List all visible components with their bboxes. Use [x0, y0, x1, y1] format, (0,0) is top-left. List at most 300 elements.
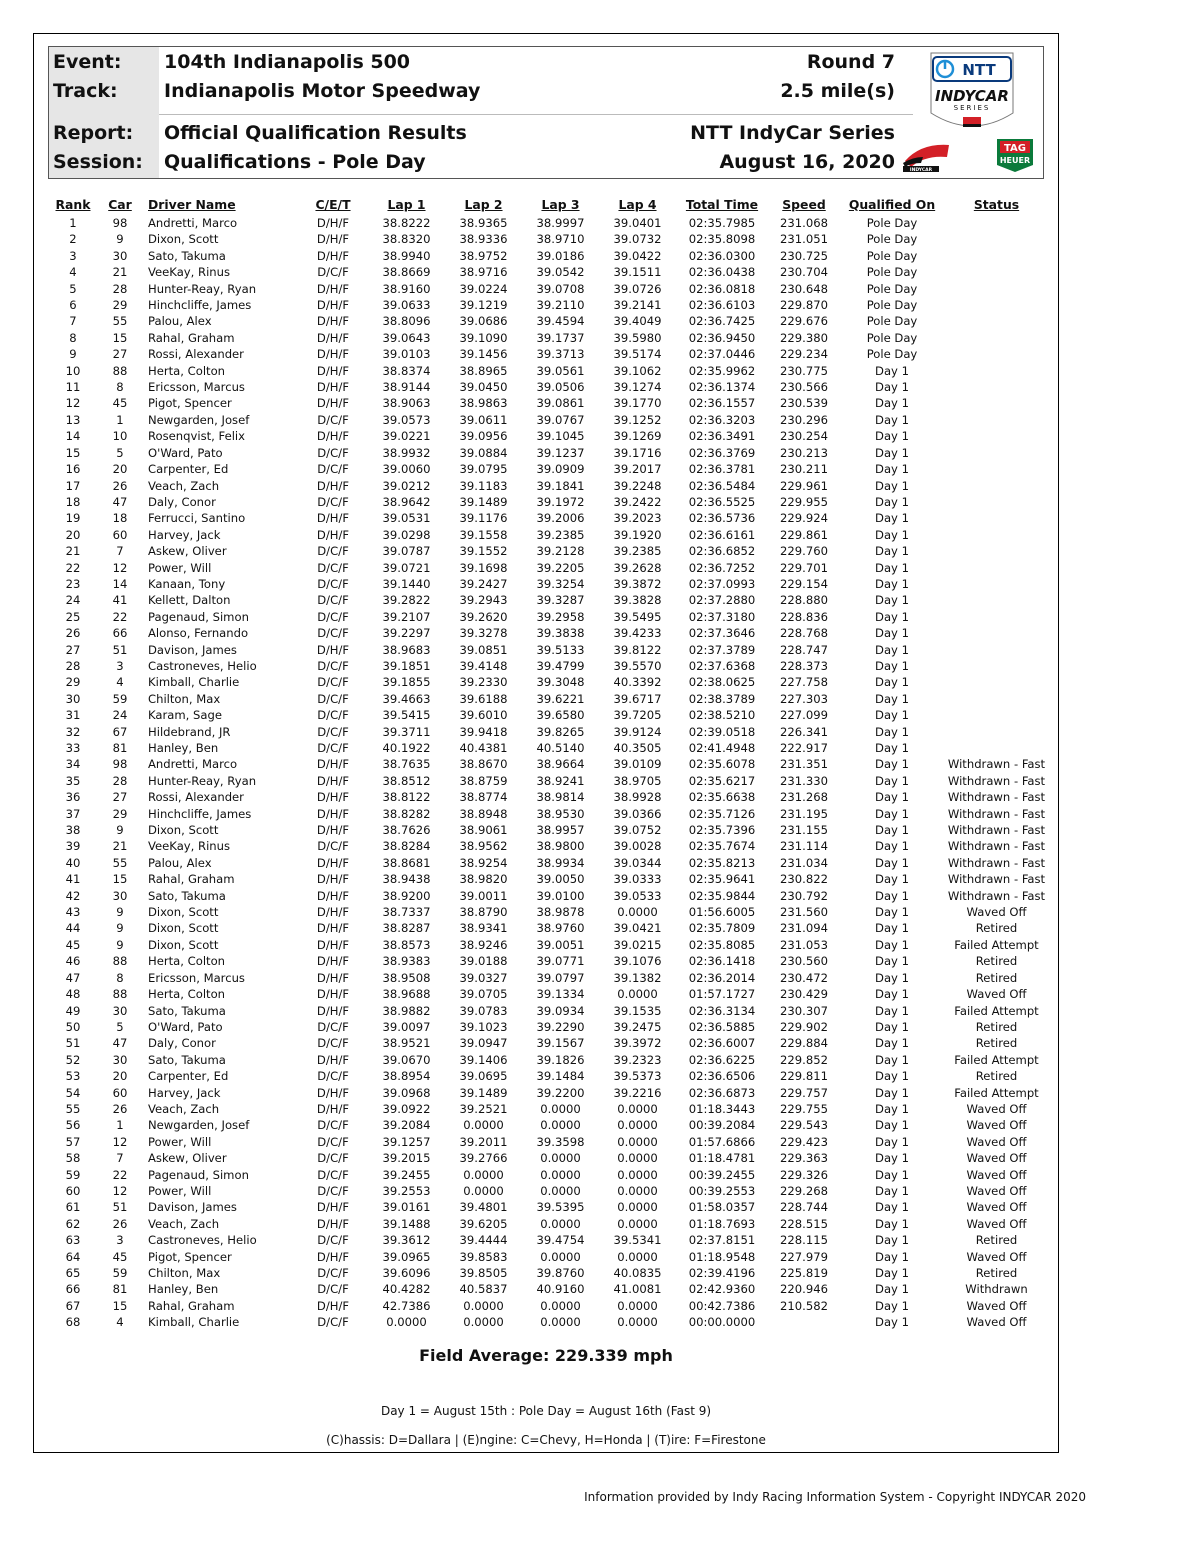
table-row [52, 379, 1049, 395]
lap4-cell: 39.2422 [613, 494, 662, 509]
lap4-cell: 39.3972 [613, 1036, 662, 1051]
lap4-cell: 39.0533 [613, 888, 662, 903]
lap2-cell: 38.8790 [459, 905, 508, 920]
lap2-cell: 39.0686 [459, 314, 508, 329]
driver-cell: Askew, Oliver [148, 544, 227, 559]
table-row [52, 1035, 1049, 1051]
lap1-cell: 39.0573 [382, 412, 431, 427]
code-legend: (C)hassis: D=Dallara | (E)ngine: C=Chevy, H=Honda | (T)ire: F=Firestone [326, 1433, 766, 1447]
qualified-on-cell: Pole Day [866, 281, 918, 296]
car-cell: 12 [112, 1183, 128, 1198]
lap3-cell: 0.0000 [540, 1249, 581, 1264]
driver-cell: Newgarden, Josef [148, 1118, 250, 1133]
car-cell: 26 [112, 1216, 128, 1231]
status-cell [944, 674, 1049, 690]
status-cell [944, 576, 1049, 592]
driver-cell: Dixon, Scott [148, 937, 219, 952]
status-cell: Failed Attempt [954, 937, 1039, 952]
lap1-cell: 38.8681 [382, 855, 431, 870]
lap3-cell: 40.5140 [536, 741, 585, 755]
lap4-cell: 39.2141 [613, 298, 662, 313]
cet-cell: D/H/F [316, 1101, 350, 1116]
table-row [52, 1216, 1049, 1232]
lap4-cell: 39.1274 [613, 380, 662, 395]
table-row [52, 560, 1049, 576]
qualified-on-cell: Day 1 [875, 1298, 909, 1313]
car-cell: 45 [112, 1249, 128, 1264]
car-cell: 1 [116, 412, 124, 427]
car-cell: 55 [112, 314, 128, 329]
lap4-cell: 40.0835 [613, 1266, 662, 1280]
lap2-cell: 39.1489 [459, 494, 508, 509]
lap1-cell: 39.2297 [382, 626, 431, 641]
speed-cell: 228.115 [780, 1233, 828, 1248]
driver-cell: Kimball, Charlie [148, 1315, 240, 1330]
total-time-cell: 02:37.6368 [688, 658, 756, 673]
qualified-on-cell: Day 1 [875, 1233, 909, 1248]
lap1-cell: 39.4663 [382, 691, 431, 706]
qualified-on-cell: Day 1 [875, 921, 909, 936]
status-cell [944, 560, 1049, 576]
lap2-cell: 0.0000 [463, 1167, 504, 1182]
lap1-cell: 39.2455 [382, 1167, 431, 1182]
speed-cell: 231.068 [780, 216, 828, 230]
table-row [52, 674, 1049, 690]
rank-cell: 7 [69, 314, 77, 329]
table-row [52, 740, 1049, 756]
lap2-cell: 39.0956 [459, 429, 508, 444]
qualified-on-cell: Day 1 [875, 1003, 909, 1018]
car-cell: 7 [116, 544, 124, 559]
driver-cell: Dixon, Scott [148, 823, 219, 838]
lap3-cell: 39.1237 [536, 445, 585, 460]
speed-cell: 230.775 [780, 363, 828, 378]
speed-cell: 230.429 [780, 987, 828, 1002]
lap2-cell: 0.0000 [463, 1118, 504, 1133]
results-body [52, 215, 1049, 1331]
speed-cell: 229.924 [780, 511, 828, 526]
lap1-cell: 39.0221 [382, 429, 431, 444]
speed-cell: 229.234 [780, 347, 828, 362]
driver-cell: Daly, Conor [148, 494, 216, 509]
status-cell [944, 363, 1049, 379]
table-row [52, 576, 1049, 592]
table-row [52, 773, 1049, 789]
status-cell [944, 527, 1049, 543]
car-cell: 8 [116, 970, 124, 985]
total-time-cell: 02:36.0818 [688, 281, 756, 296]
car-cell: 51 [112, 642, 128, 657]
lap3-cell: 39.1841 [536, 478, 585, 493]
table-row [52, 806, 1049, 822]
lap2-cell: 39.6188 [459, 691, 508, 706]
status-cell [944, 428, 1049, 444]
car-cell: 7 [116, 1151, 124, 1166]
car-cell: 12 [112, 1134, 128, 1149]
lap2-cell: 38.8759 [459, 773, 508, 788]
speed-cell: 230.792 [780, 888, 828, 903]
table-row [52, 888, 1049, 904]
lap2-cell: 38.8948 [459, 806, 508, 821]
rank-cell: 53 [65, 1069, 81, 1084]
lap1-cell: 38.9642 [382, 494, 431, 509]
status-cell [944, 248, 1049, 264]
rank-cell: 55 [65, 1101, 81, 1116]
table-row [52, 1068, 1049, 1084]
driver-cell: Andretti, Marco [148, 757, 238, 772]
speed-cell: 231.053 [780, 937, 828, 952]
status-cell: Failed Attempt [954, 1003, 1039, 1018]
lap2-cell: 39.2766 [459, 1151, 508, 1166]
rank-cell: 47 [65, 970, 81, 985]
qualified-on-cell: Day 1 [875, 1167, 909, 1182]
qualified-on-cell: Day 1 [875, 363, 909, 378]
speed-cell: 229.884 [780, 1036, 828, 1051]
lap4-cell: 0.0000 [617, 1200, 658, 1215]
table-row [52, 658, 1049, 674]
lap4-cell: 0.0000 [617, 1315, 658, 1330]
lap2-cell: 38.9336 [459, 232, 508, 247]
driver-cell: Herta, Colton [148, 954, 226, 969]
results-table [52, 193, 1049, 1331]
status-cell: Waved Off [966, 1167, 1027, 1182]
rank-cell: 63 [65, 1233, 81, 1248]
lap1-cell: 39.3612 [382, 1233, 431, 1248]
table-row [52, 330, 1049, 346]
speed-cell: 231.560 [780, 905, 828, 920]
cet-cell: D/C/F [317, 1118, 349, 1133]
table-row [52, 1298, 1049, 1314]
status-cell [944, 281, 1049, 297]
table-row [52, 1265, 1049, 1281]
speed-cell [768, 1314, 840, 1330]
lap4-cell: 39.1716 [613, 445, 662, 460]
total-time-cell: 02:36.6852 [688, 544, 756, 559]
driver-cell: Kimball, Charlie [148, 675, 240, 690]
total-time-cell: 00:42.7386 [688, 1298, 756, 1313]
lap2-cell: 39.1090 [459, 330, 508, 345]
rank-cell: 33 [65, 741, 81, 755]
lap2-cell: 38.9061 [459, 823, 508, 838]
lap1-cell: 39.1855 [382, 675, 431, 690]
lap3-cell: 39.6221 [536, 691, 585, 706]
lap4-cell: 39.2323 [613, 1052, 662, 1067]
lap1-cell: 38.8320 [382, 232, 431, 247]
lap4-cell: 38.9928 [613, 790, 662, 805]
lap1-cell: 39.1440 [382, 576, 431, 591]
lap3-cell: 39.8760 [536, 1266, 585, 1280]
cet-cell: D/H/F [316, 790, 350, 805]
driver-cell: Harvey, Jack [148, 527, 221, 542]
speed-cell: 229.701 [780, 560, 828, 575]
series-text: SERIES [953, 104, 991, 112]
rank-cell: 16 [65, 462, 81, 477]
driver-cell: Pagenaud, Simon [148, 1167, 249, 1182]
lap3-cell: 39.1045 [536, 429, 585, 444]
lap1-cell: 38.8669 [382, 265, 431, 280]
col-cet: C/E/T [315, 196, 351, 212]
lap2-cell: 39.0851 [459, 642, 508, 657]
car-cell: 26 [112, 478, 128, 493]
qualified-on-cell: Day 1 [875, 429, 909, 444]
driver-cell: Dixon, Scott [148, 921, 219, 936]
rank-cell: 29 [65, 675, 81, 690]
lap4-cell: 39.4233 [613, 626, 662, 641]
status-cell [944, 395, 1049, 411]
lap2-cell: 38.9820 [459, 872, 508, 887]
status-cell [944, 264, 1049, 280]
status-cell: Retired [975, 1036, 1018, 1051]
speed-cell: 227.979 [780, 1249, 828, 1264]
table-row [52, 838, 1049, 854]
speed-cell: 230.822 [780, 872, 828, 887]
cet-cell: D/C/F [317, 1282, 349, 1297]
car-cell: 14 [112, 576, 128, 591]
lap4-cell: 39.0421 [613, 921, 662, 936]
total-time-cell: 01:18.3443 [688, 1101, 756, 1116]
driver-cell: Power, Will [148, 1134, 212, 1149]
qualified-on-cell: Day 1 [875, 609, 909, 624]
table-row [52, 461, 1049, 477]
lap1-cell: 0.0000 [386, 1315, 427, 1330]
car-cell: 26 [112, 1101, 128, 1116]
lap3-cell: 0.0000 [540, 1151, 581, 1166]
status-cell: Waved Off [966, 1151, 1027, 1166]
car-cell: 1 [116, 1118, 124, 1133]
qualified-on-cell: Day 1 [875, 1036, 909, 1051]
lap2-cell: 39.4148 [459, 658, 508, 673]
total-time-cell: 00:00.0000 [688, 1315, 756, 1330]
lap3-cell: 39.0909 [536, 462, 585, 477]
lap4-cell: 0.0000 [617, 1101, 658, 1116]
rank-cell: 30 [65, 691, 81, 706]
event-name: 104th Indianapolis 500 [164, 51, 411, 73]
lap3-cell: 39.4799 [536, 658, 585, 673]
cet-cell: D/C/F [317, 445, 349, 460]
status-cell [944, 724, 1049, 740]
table-row [52, 937, 1049, 953]
driver-cell: Rossi, Alexander [148, 347, 244, 362]
rank-cell: 45 [65, 937, 81, 952]
lap3-cell: 0.0000 [540, 1298, 581, 1313]
car-cell: 9 [116, 905, 124, 920]
car-cell: 12 [112, 560, 128, 575]
table-row [52, 1003, 1049, 1019]
qualified-on-cell: Day 1 [875, 593, 909, 608]
qualified-on-cell: Day 1 [875, 642, 909, 657]
lap2-cell: 39.2521 [459, 1101, 508, 1116]
lap3-cell: 39.0708 [536, 281, 585, 296]
lap3-cell: 39.1334 [536, 987, 585, 1002]
lap2-cell: 39.2620 [459, 609, 508, 624]
driver-cell: Pigot, Spencer [148, 1249, 232, 1264]
car-cell: 15 [112, 1298, 128, 1313]
lap3-cell: 39.0797 [536, 970, 585, 985]
lap1-cell: 38.8222 [382, 216, 431, 230]
table-row [52, 1150, 1049, 1166]
status-cell: Waved Off [966, 1298, 1027, 1313]
driver-cell: Rahal, Graham [148, 330, 235, 345]
report-name: Official Qualification Results [164, 122, 467, 144]
qualified-on-cell: Day 1 [875, 1069, 909, 1084]
status-cell [944, 642, 1049, 658]
cet-cell: D/C/F [317, 691, 349, 706]
status-cell: Waved Off [966, 905, 1027, 920]
table-row [52, 248, 1049, 264]
status-cell: Waved Off [966, 1216, 1027, 1231]
rank-cell: 38 [65, 823, 81, 838]
lap4-cell: 39.1062 [613, 363, 662, 378]
cet-cell: D/H/F [316, 396, 350, 411]
cet-cell: D/C/F [317, 708, 349, 723]
qualified-on-cell: Day 1 [875, 494, 909, 509]
status-cell: Waved Off [966, 1134, 1027, 1149]
cet-cell: D/H/F [316, 642, 350, 657]
qualified-on-cell: Day 1 [875, 1216, 909, 1231]
car-cell: 98 [112, 216, 128, 230]
rank-cell: 46 [65, 954, 81, 969]
lap1-cell: 38.7635 [382, 757, 431, 772]
car-cell: 81 [112, 1282, 128, 1297]
speed-cell: 228.880 [780, 593, 828, 608]
car-cell: 60 [112, 1085, 128, 1100]
total-time-cell: 02:39.4196 [688, 1266, 756, 1280]
lap4-cell: 39.2628 [613, 560, 662, 575]
cet-cell: D/C/F [317, 1151, 349, 1166]
table-row [52, 231, 1049, 247]
speed-cell: 228.768 [780, 626, 828, 641]
lap4-cell: 0.0000 [617, 1151, 658, 1166]
speed-cell: 230.725 [780, 248, 828, 263]
speed-cell: 230.213 [780, 445, 828, 460]
lap3-cell: 39.0506 [536, 380, 585, 395]
car-cell: 28 [112, 281, 128, 296]
status-cell [944, 412, 1049, 428]
qualified-on-cell: Day 1 [875, 708, 909, 723]
table-row [52, 346, 1049, 362]
speed-cell: 228.515 [780, 1216, 828, 1231]
lap1-cell: 39.5415 [382, 708, 431, 723]
speed-cell: 228.747 [780, 642, 828, 657]
lap2-cell: 39.1558 [459, 527, 508, 542]
cet-cell: D/H/F [316, 429, 350, 444]
cet-cell: D/C/F [317, 1134, 349, 1149]
total-time-cell: 02:36.5736 [688, 511, 756, 526]
lap2-cell: 39.0611 [459, 412, 508, 427]
table-row [52, 313, 1049, 329]
table-row [52, 1249, 1049, 1265]
qualified-on-cell: Day 1 [875, 445, 909, 460]
qualified-on-cell: Pole Day [866, 314, 918, 329]
qualified-on-cell: Day 1 [875, 790, 909, 805]
header-divider [159, 114, 913, 115]
lap2-cell: 39.6205 [459, 1216, 508, 1231]
driver-cell: O'Ward, Pato [148, 445, 223, 460]
lap4-cell: 39.0333 [613, 872, 662, 887]
speed-cell: 210.582 [780, 1298, 828, 1313]
qualified-on-cell: Day 1 [875, 823, 909, 838]
speed-cell: 229.870 [780, 298, 828, 313]
rank-cell: 10 [65, 363, 81, 378]
driver-cell: VeeKay, Rinus [148, 265, 231, 280]
total-time-cell: 02:36.9450 [688, 330, 756, 345]
lap1-cell: 38.8122 [382, 790, 431, 805]
lap1-cell: 39.0721 [382, 560, 431, 575]
qualified-on-cell: Day 1 [875, 970, 909, 985]
qualified-on-cell: Day 1 [875, 888, 909, 903]
cet-cell: D/H/F [316, 757, 350, 772]
lap1-cell: 39.2107 [382, 609, 431, 624]
lap1-cell: 39.1851 [382, 658, 431, 673]
lap3-cell: 39.4594 [536, 314, 585, 329]
lap4-cell: 39.0028 [613, 839, 662, 854]
speed-cell: 225.819 [780, 1266, 828, 1280]
table-row [52, 691, 1049, 707]
lap4-cell: 39.2023 [613, 511, 662, 526]
car-cell: 3 [116, 658, 124, 673]
qualified-on-cell: Day 1 [875, 544, 909, 559]
driver-cell: Karam, Sage [148, 708, 222, 723]
qualified-on-cell: Day 1 [875, 1249, 909, 1264]
total-time-cell: 02:41.4948 [688, 741, 756, 755]
lap3-cell: 39.1567 [536, 1036, 585, 1051]
driver-cell: Davison, James [148, 1200, 237, 1215]
lap2-cell: 40.4381 [459, 741, 508, 755]
car-cell: 9 [116, 232, 124, 247]
cet-cell: D/H/F [316, 527, 350, 542]
lap1-cell: 38.8284 [382, 839, 431, 854]
speed-cell: 229.961 [780, 478, 828, 493]
status-cell [944, 691, 1049, 707]
lap2-cell: 0.0000 [463, 1298, 504, 1313]
cet-cell: D/C/F [317, 593, 349, 608]
lap1-cell: 39.1488 [382, 1216, 431, 1231]
lap4-cell: 39.5495 [613, 609, 662, 624]
lap1-cell: 39.0787 [382, 544, 431, 559]
qualified-on-cell: Pole Day [866, 265, 918, 280]
rank-cell: 2 [69, 232, 77, 247]
lap1-cell: 39.0298 [382, 527, 431, 542]
col-lap4: Lap 4 [618, 196, 657, 212]
table-row [52, 953, 1049, 969]
rank-cell: 9 [69, 347, 77, 362]
table-row [52, 724, 1049, 740]
table-row [52, 543, 1049, 559]
table-row [52, 1101, 1049, 1117]
rank-cell: 68 [65, 1315, 81, 1330]
table-row [52, 1134, 1049, 1150]
cet-cell: D/H/F [316, 232, 350, 247]
driver-cell: Alonso, Fernando [148, 626, 249, 641]
total-time-cell: 02:36.1557 [688, 396, 756, 411]
rank-cell: 43 [65, 905, 81, 920]
car-cell: 9 [116, 823, 124, 838]
qualified-on-cell: Day 1 [875, 773, 909, 788]
qualified-on-cell: Day 1 [875, 741, 909, 755]
qualified-on-cell: Pole Day [866, 248, 918, 263]
speed-cell: 220.946 [780, 1282, 828, 1297]
qualified-on-cell: Day 1 [875, 1085, 909, 1100]
rank-cell: 51 [65, 1036, 81, 1051]
cet-cell: D/C/F [317, 724, 349, 739]
cet-cell: D/C/F [317, 1233, 349, 1248]
footer-credit: Information provided by Indy Racing Information System - Copyright INDYCAR 2020 [584, 1490, 1086, 1504]
lap1-cell: 38.9932 [382, 445, 431, 460]
lap4-cell: 40.3392 [613, 675, 662, 690]
lap3-cell: 39.0542 [536, 265, 585, 280]
driver-cell: O'Ward, Pato [148, 1019, 223, 1034]
lap4-cell: 39.8122 [613, 642, 662, 657]
